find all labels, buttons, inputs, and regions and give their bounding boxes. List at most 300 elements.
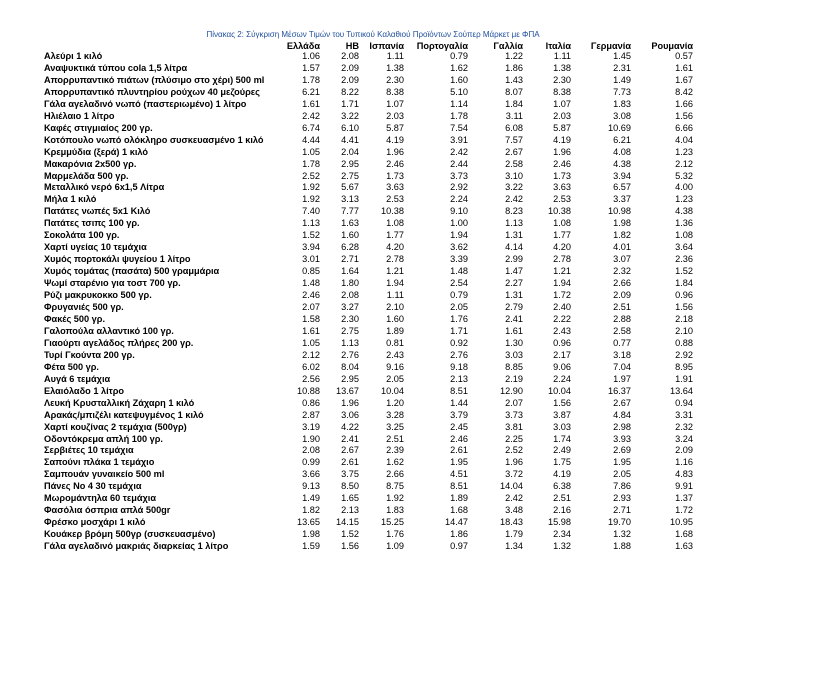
price-cell: 6.28 <box>341 242 359 253</box>
price-cell: 3.73 <box>505 409 523 420</box>
table-row <box>44 314 693 326</box>
price-cell: 2.71 <box>613 505 631 516</box>
price-cell: 2.07 <box>302 302 320 313</box>
price-cell: 2.42 <box>505 194 523 205</box>
table-row <box>44 266 693 278</box>
price-cell: 2.17 <box>553 349 571 360</box>
price-cell: 3.03 <box>553 421 571 432</box>
price-cell: 3.19 <box>302 421 320 432</box>
price-cell: 2.32 <box>613 266 631 277</box>
price-cell: 1.23 <box>675 194 693 205</box>
price-cell: 1.71 <box>450 325 468 336</box>
price-cell: 7.77 <box>341 206 359 217</box>
price-cell: 4.19 <box>553 134 571 145</box>
table-row <box>44 242 693 254</box>
product-name: Ηλιέλαιο 1 λίτρο <box>44 110 115 121</box>
header-country: Ρουμανία <box>651 41 693 51</box>
price-cell: 0.88 <box>675 337 693 348</box>
price-cell: 1.92 <box>386 493 404 504</box>
price-cell: 2.95 <box>341 158 359 169</box>
price-cell: 1.08 <box>386 218 404 229</box>
price-cell: 9.16 <box>386 361 404 372</box>
price-cell: 3.24 <box>675 433 693 444</box>
price-cell: 6.38 <box>553 481 571 492</box>
product-name: Ψωμί σταρένιο για τοστ 700 γρ. <box>44 278 181 289</box>
price-cell: 1.52 <box>341 529 359 540</box>
price-cell: 2.88 <box>613 313 631 324</box>
price-cell: 3.31 <box>675 409 693 420</box>
price-cell: 6.21 <box>302 86 320 97</box>
price-cell: 0.79 <box>450 51 468 61</box>
price-cell: 1.77 <box>553 230 571 241</box>
price-cell: 1.16 <box>675 457 693 468</box>
header-country: Ισπανία <box>369 41 404 51</box>
price-cell: 0.85 <box>302 266 320 277</box>
price-cell: 1.88 <box>613 541 631 552</box>
price-cell: 2.13 <box>450 373 468 384</box>
product-name: Πατάτες τσιπς 100 γρ. <box>44 218 140 229</box>
price-cell: 1.58 <box>302 313 320 324</box>
price-cell: 4.38 <box>613 158 631 169</box>
price-cell: 7.04 <box>613 361 631 372</box>
price-cell: 3.27 <box>341 302 359 313</box>
product-name: Γιαούρτι αγελάδος πλήρες 200 γρ. <box>44 337 194 348</box>
price-cell: 2.08 <box>341 51 359 61</box>
product-name: Χυμός τομάτας (πασάτα) 500 γραμμάρια <box>44 266 220 277</box>
price-cell: 8.95 <box>675 361 693 372</box>
price-cell: 2.05 <box>386 373 404 384</box>
price-cell: 1.05 <box>302 146 320 157</box>
price-cell: 4.00 <box>675 182 693 193</box>
price-cell: 1.31 <box>505 290 523 301</box>
price-cell: 4.01 <box>613 242 631 253</box>
price-cell: 3.18 <box>613 349 631 360</box>
price-cell: 2.39 <box>386 445 404 456</box>
price-cell: 8.51 <box>450 481 468 492</box>
price-cell: 4.20 <box>386 242 404 253</box>
price-cell: 4.20 <box>553 242 571 253</box>
price-cell: 3.72 <box>505 469 523 480</box>
price-cell: 2.99 <box>505 254 523 265</box>
price-cell: 15.98 <box>548 517 571 528</box>
price-cell: 1.31 <box>505 230 523 241</box>
price-cell: 1.78 <box>302 74 320 85</box>
price-cell: 1.59 <box>302 541 320 552</box>
price-cell: 1.38 <box>553 62 571 73</box>
price-cell: 2.05 <box>613 469 631 480</box>
price-cell: 4.51 <box>450 469 468 480</box>
price-cell: 4.83 <box>675 469 693 480</box>
price-cell: 1.38 <box>386 62 404 73</box>
price-cell: 6.08 <box>505 122 523 133</box>
price-cell: 7.57 <box>505 134 523 145</box>
price-cell: 2.46 <box>302 290 320 301</box>
product-name: Γάλα αγελαδινό μακριάς διαρκείας 1 λίτρο <box>44 541 229 552</box>
product-name: Μακαρόνια 2x500 γρ. <box>44 158 137 169</box>
product-name: Σοκολάτα 100 γρ. <box>44 230 120 241</box>
price-cell: 2.42 <box>302 110 320 121</box>
price-cell: 2.76 <box>450 349 468 360</box>
table-row <box>44 254 693 266</box>
product-name: Μαρμελάδα 500 γρ. <box>44 170 129 181</box>
price-cell: 1.82 <box>302 505 320 516</box>
price-cell: 16.37 <box>608 385 631 396</box>
price-cell: 4.14 <box>505 242 523 253</box>
table-row <box>44 230 693 242</box>
price-cell: 13.65 <box>297 517 320 528</box>
product-name: Γάλα αγελαδινό νωπό (παστεριωμένο) 1 λίτρο <box>44 98 247 109</box>
price-cell: 1.92 <box>302 194 320 205</box>
price-cell: 2.24 <box>553 373 571 384</box>
price-cell: 1.20 <box>386 397 404 408</box>
price-cell: 7.86 <box>613 481 631 492</box>
price-cell: 1.78 <box>450 110 468 121</box>
price-cell: 1.48 <box>450 266 468 277</box>
table-row <box>44 218 693 230</box>
price-cell: 6.10 <box>341 122 359 133</box>
price-cell: 2.42 <box>450 146 468 157</box>
price-cell: 2.53 <box>386 194 404 205</box>
price-cell: 2.75 <box>341 170 359 181</box>
header-country: Γερμανία <box>590 41 631 51</box>
price-cell: 2.10 <box>386 302 404 313</box>
price-cell: 3.39 <box>450 254 468 265</box>
price-cell: 3.94 <box>613 170 631 181</box>
price-cell: 2.69 <box>613 445 631 456</box>
table-row <box>44 171 693 183</box>
product-name: Σερβιέτες 10 τεμάχια <box>44 445 134 456</box>
price-cell: 1.68 <box>450 505 468 516</box>
price-cell: 1.96 <box>505 457 523 468</box>
price-cell: 2.09 <box>675 445 693 456</box>
price-cell: 2.07 <box>505 397 523 408</box>
price-cell: 2.30 <box>341 313 359 324</box>
table-row <box>44 326 693 338</box>
price-cell: 0.94 <box>675 397 693 408</box>
product-name: Λευκή Κρυσταλλική Ζάχαρη 1 κιλό <box>44 397 195 408</box>
price-cell: 3.48 <box>505 505 523 516</box>
price-cell: 1.60 <box>450 74 468 85</box>
price-cell: 3.62 <box>450 242 468 253</box>
price-cell: 2.66 <box>386 469 404 480</box>
price-cell: 2.44 <box>450 158 468 169</box>
price-cell: 2.61 <box>450 445 468 456</box>
header-product <box>44 41 283 51</box>
price-cell: 2.52 <box>302 170 320 181</box>
price-cell: 1.56 <box>341 541 359 552</box>
price-cell: 1.00 <box>450 218 468 229</box>
price-cell: 8.42 <box>675 86 693 97</box>
price-cell: 4.08 <box>613 146 631 157</box>
table-row <box>44 99 693 111</box>
price-cell: 1.22 <box>505 51 523 61</box>
table-row <box>44 505 693 517</box>
price-cell: 1.07 <box>553 98 571 109</box>
product-name: Τυρί Γκούντα 200 γρ. <box>44 349 135 360</box>
price-cell: 6.02 <box>302 361 320 372</box>
price-cell: 1.21 <box>386 266 404 277</box>
price-cell: 1.37 <box>675 493 693 504</box>
price-cell: 7.54 <box>450 122 468 133</box>
table-row <box>44 278 693 290</box>
price-cell: 2.13 <box>341 505 359 516</box>
table-row <box>44 374 693 386</box>
price-cell: 1.94 <box>386 278 404 289</box>
price-cell: 3.03 <box>505 349 523 360</box>
price-cell: 2.78 <box>386 254 404 265</box>
price-cell: 9.13 <box>302 481 320 492</box>
table-row <box>44 123 693 135</box>
price-cell: 1.83 <box>613 98 631 109</box>
price-cell: 2.36 <box>675 254 693 265</box>
table-row <box>44 481 693 493</box>
price-cell: 2.22 <box>553 313 571 324</box>
product-name: Χυμός πορτοκάλι ψυγείου 1 λίτρο <box>44 254 191 265</box>
price-cell: 2.46 <box>553 158 571 169</box>
price-cell: 8.51 <box>450 385 468 396</box>
price-cell: 1.32 <box>613 529 631 540</box>
price-cell: 14.47 <box>445 517 468 528</box>
price-cell: 1.64 <box>341 266 359 277</box>
price-cell: 1.71 <box>341 98 359 109</box>
price-cell: 2.66 <box>613 278 631 289</box>
table-row <box>44 517 693 529</box>
price-cell: 2.30 <box>386 74 404 85</box>
price-cell: 3.79 <box>450 409 468 420</box>
price-cell: 3.37 <box>613 194 631 205</box>
price-cell: 0.97 <box>450 541 468 552</box>
product-name: Χαρτί κουζίνας 2 τεμάχια (500γρ) <box>44 421 187 432</box>
price-cell: 2.24 <box>450 194 468 205</box>
price-cell: 3.63 <box>386 182 404 193</box>
table-row <box>44 350 693 362</box>
header-country: Πορτογαλία <box>416 41 468 51</box>
table-row <box>44 302 693 314</box>
table-row <box>44 410 693 422</box>
product-name: Αλεύρι 1 κιλό <box>44 51 103 61</box>
table-row <box>44 362 693 374</box>
price-cell: 3.28 <box>386 409 404 420</box>
product-name: Μήλα 1 κιλό <box>44 194 97 205</box>
product-name: Μωρομάντηλα 60 τεμάχια <box>44 493 156 504</box>
price-cell: 1.60 <box>386 313 404 324</box>
product-name: Πάνες Νο 4 30 τεμάχια <box>44 481 142 492</box>
price-cell: 3.22 <box>505 182 523 193</box>
price-cell: 2.09 <box>341 62 359 73</box>
header-country: Ελλάδα <box>286 41 320 51</box>
price-cell: 10.95 <box>670 517 693 528</box>
price-cell: 0.79 <box>450 290 468 301</box>
price-cell: 18.43 <box>500 517 523 528</box>
table-row <box>44 135 693 147</box>
price-cell: 9.18 <box>450 361 468 372</box>
price-cell: 1.13 <box>341 337 359 348</box>
price-cell: 4.19 <box>553 469 571 480</box>
price-cell: 1.96 <box>553 146 571 157</box>
price-cell: 2.25 <box>505 433 523 444</box>
price-cell: 2.43 <box>386 349 404 360</box>
price-cell: 3.01 <box>302 254 320 265</box>
price-cell: 1.66 <box>675 98 693 109</box>
price-cell: 2.31 <box>613 62 631 73</box>
price-cell: 1.56 <box>675 110 693 121</box>
header-country: ΗΒ <box>345 41 359 51</box>
price-cell: 10.88 <box>297 385 320 396</box>
price-cell: 2.78 <box>553 254 571 265</box>
table-row <box>44 147 693 159</box>
product-name: Γαλοπούλα αλλαντικό 100 γρ. <box>44 325 174 336</box>
price-cell: 1.84 <box>505 98 523 109</box>
price-cell: 1.11 <box>386 290 404 301</box>
price-cell: 0.92 <box>450 337 468 348</box>
price-cell: 1.89 <box>386 325 404 336</box>
price-cell: 1.05 <box>302 337 320 348</box>
product-name: Απορρυπαντικό πιάτων (πλύσιμο στο χέρι) 500 ml <box>44 74 265 85</box>
product-name: Μεταλλικό νερό 6x1,5 Λίτρα <box>44 182 165 193</box>
price-cell: 2.92 <box>675 349 693 360</box>
price-cell: 1.45 <box>613 51 631 61</box>
price-cell: 1.07 <box>386 98 404 109</box>
price-cell: 9.10 <box>450 206 468 217</box>
price-cell: 1.08 <box>553 218 571 229</box>
price-cell: 1.73 <box>386 170 404 181</box>
price-cell: 5.10 <box>450 86 468 97</box>
price-cell: 2.16 <box>553 505 571 516</box>
price-cell: 1.82 <box>613 230 631 241</box>
price-cell: 1.74 <box>553 433 571 444</box>
price-cell: 2.08 <box>341 290 359 301</box>
price-cell: 2.40 <box>553 302 571 313</box>
price-cell: 1.11 <box>553 51 571 61</box>
price-cell: 1.36 <box>675 218 693 229</box>
table-row <box>44 469 693 481</box>
price-cell: 8.23 <box>505 206 523 217</box>
price-cell: 1.98 <box>613 218 631 229</box>
price-cell: 6.66 <box>675 122 693 133</box>
price-cell: 1.49 <box>613 74 631 85</box>
price-cell: 2.41 <box>505 313 523 324</box>
price-cell: 1.86 <box>505 62 523 73</box>
table-row <box>44 338 693 350</box>
price-cell: 1.77 <box>386 230 404 241</box>
price-cell: 2.75 <box>341 325 359 336</box>
price-cell: 3.07 <box>613 254 631 265</box>
price-cell: 1.84 <box>675 278 693 289</box>
price-cell: 1.83 <box>386 505 404 516</box>
table-row <box>44 63 693 75</box>
price-cell: 2.95 <box>341 373 359 384</box>
price-cell: 1.73 <box>553 170 571 181</box>
price-cell: 4.22 <box>341 421 359 432</box>
price-cell: 1.72 <box>553 290 571 301</box>
product-name: Φασόλια όσπρια απλά 500gr <box>44 505 171 516</box>
table-row <box>44 290 693 302</box>
price-cell: 15.25 <box>381 517 404 528</box>
price-cell: 4.44 <box>302 134 320 145</box>
table-row <box>44 182 693 194</box>
price-cell: 3.91 <box>450 134 468 145</box>
price-cell: 1.09 <box>386 541 404 552</box>
price-cell: 2.12 <box>675 158 693 169</box>
price-cell: 10.38 <box>548 206 571 217</box>
price-cell: 1.30 <box>505 337 523 348</box>
price-cell: 3.93 <box>613 433 631 444</box>
price-cell: 1.56 <box>675 302 693 313</box>
price-cell: 2.43 <box>553 325 571 336</box>
table-row <box>44 493 693 505</box>
price-cell: 2.30 <box>553 74 571 85</box>
table-row <box>44 457 693 469</box>
price-cell: 6.57 <box>613 182 631 193</box>
price-cell: 1.62 <box>450 62 468 73</box>
price-cell: 2.09 <box>341 74 359 85</box>
price-cell: 8.04 <box>341 361 359 372</box>
price-cell: 2.05 <box>450 302 468 313</box>
product-name: Σαμπουάν γυναικείο 500 ml <box>44 469 165 480</box>
price-cell: 1.96 <box>341 397 359 408</box>
product-name: Κοτόπουλο νωπό ολόκληρο συσκευασμένο 1 κιλό <box>44 134 264 145</box>
price-cell: 5.67 <box>341 182 359 193</box>
price-cell: 1.91 <box>675 373 693 384</box>
table-row <box>44 111 693 123</box>
price-cell: 1.11 <box>386 51 404 61</box>
price-cell: 0.96 <box>553 337 571 348</box>
price-cell: 2.51 <box>386 433 404 444</box>
price-cell: 12.90 <box>500 385 523 396</box>
price-cell: 6.74 <box>302 122 320 133</box>
price-cell: 1.48 <box>302 278 320 289</box>
product-name: Αρακάς/μπιζέλι κατεψυγμένος 1 κιλό <box>44 409 204 420</box>
price-cell: 1.98 <box>302 529 320 540</box>
price-cell: 1.76 <box>386 529 404 540</box>
price-cell: 8.85 <box>505 361 523 372</box>
price-cell: 1.60 <box>341 230 359 241</box>
price-cell: 0.96 <box>675 290 693 301</box>
price-cell: 2.92 <box>450 182 468 193</box>
price-cell: 9.06 <box>553 361 571 372</box>
price-cell: 2.10 <box>675 325 693 336</box>
table-row <box>44 541 693 553</box>
price-cell: 2.34 <box>553 529 571 540</box>
price-cell: 4.04 <box>675 134 693 145</box>
price-cell: 2.18 <box>675 313 693 324</box>
price-cell: 1.78 <box>302 158 320 169</box>
table-row <box>44 194 693 206</box>
price-cell: 3.13 <box>341 194 359 205</box>
product-name: Αυγά 6 τεμάχια <box>44 373 111 384</box>
price-cell: 2.52 <box>505 445 523 456</box>
price-cell: 1.65 <box>341 493 359 504</box>
header-country: Ιταλία <box>545 41 571 51</box>
product-name: Φρέσκο μοσχάρι 1 κιλό <box>44 517 146 528</box>
price-cell: 10.69 <box>608 122 631 133</box>
price-cell: 2.45 <box>450 421 468 432</box>
price-cell: 1.13 <box>505 218 523 229</box>
price-cell: 2.54 <box>450 278 468 289</box>
product-name: Ελαιόλαδο 1 λίτρο <box>44 385 125 396</box>
price-cell: 1.67 <box>675 74 693 85</box>
price-cell: 1.52 <box>302 230 320 241</box>
price-cell: 1.56 <box>553 397 571 408</box>
price-cell: 3.06 <box>341 409 359 420</box>
table-body <box>44 51 693 553</box>
product-name: Σαπούνι πλάκα 1 τεμάχιο <box>44 457 155 468</box>
price-cell: 2.09 <box>613 290 631 301</box>
price-cell: 2.04 <box>341 146 359 157</box>
price-cell: 8.22 <box>341 86 359 97</box>
price-cell: 5.87 <box>386 122 404 133</box>
price-cell: 2.93 <box>613 493 631 504</box>
